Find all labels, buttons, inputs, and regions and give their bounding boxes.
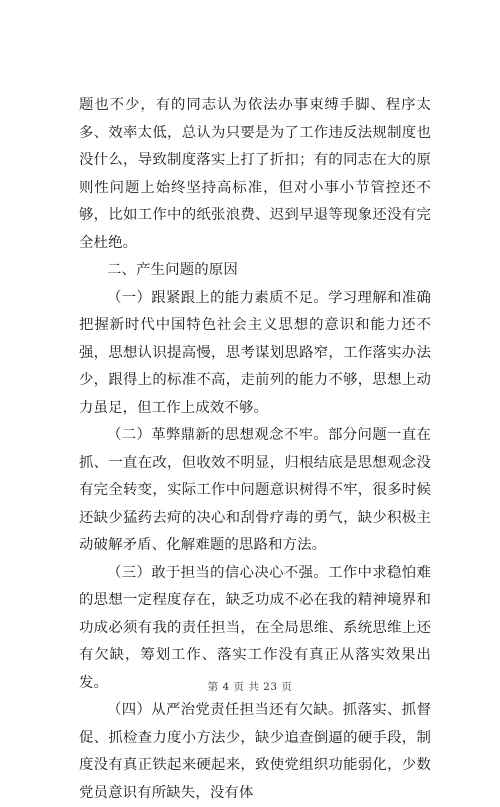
paragraph-continuation: 题也不少，有的同志认为依法办事束缚手脚、程序太多、效率太低，总认为只要是为了工作违反法规制度也没什么，导致制度落实上打了折扣；有的同志在大的原则性问题上始终坚持高标准，但对小事小节管控还不够，比如工作中的纸张浪费、迟到早退等现象还没有完全杜绝。 bbox=[79, 97, 431, 251]
paragraph-cause-1: （一）跟紧跟上的能力素质不足。学习理解和准确把握新时代中国特色社会主义思想的意识和能力还不强，思想认识提高慢，思考谋划思路窄，工作落实办法少，跟得上的标准不高，走前列的能力不够，思想上动力虽足，但工作上成效不够。 bbox=[79, 289, 431, 416]
section-heading: 二、产生问题的原因 bbox=[107, 262, 238, 278]
page-number-footer: 第 4 页 共 23 页 bbox=[207, 681, 293, 693]
document-body bbox=[79, 92, 431, 807]
paragraph-cause-3: （三）敢于担当的信心决心不强。工作中求稳怕难的思想一定程度存在，缺乏功成不必在我的精神境界和功成必须有我的责任担当，在全局思维、系统思维上还有欠缺，筹划工作、落实工作没有真正从落实效果出发。 bbox=[79, 564, 431, 691]
paragraph-cause-2: （二）革弊鼎新的思想观念不牢。部分问题一直在抓、一直在改，但收效不明显，归根结底是思想观念没有完全转变，实际工作中问题意识树得不牢，很多时候还缺少猛药去疴的决心和刮骨疗毒的勇气，缺少积极主动破解矛盾、化解难题的思路和方法。 bbox=[79, 427, 431, 553]
paragraph-cause-4: （四）从严治党责任担当还有欠缺。抓落实、抓督促、抓检查力度小方法少，缺少追查倒逼的硬手段，制度没有真正铁起来硬起来，致使党组织功能弱化，少数党员意识有所缺失，没有体 bbox=[79, 702, 431, 801]
